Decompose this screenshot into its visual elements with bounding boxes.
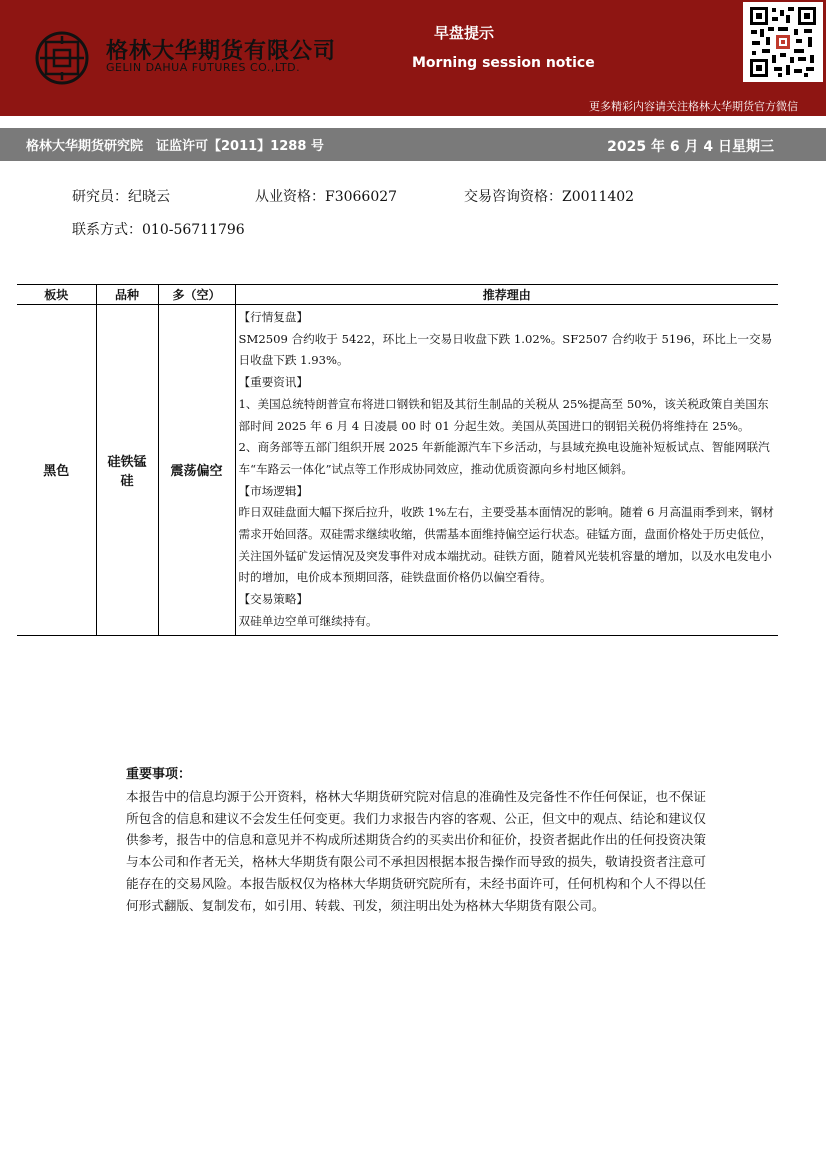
reason-cell [235, 305, 778, 636]
contact-label: 联系方式： [72, 222, 142, 238]
disclaimer-title: 重要事项： [126, 767, 192, 782]
consulting-number: Z0011402 [562, 189, 635, 205]
gelin-dahua-logo-icon [34, 30, 90, 86]
contact-phone: 010-56711796 [142, 222, 245, 238]
consulting-info [464, 186, 634, 206]
market-logic-text: 昨日双硅盘面大幅下探后拉升，收跌 1%左右，主要受基本面情况的影响。随着 6 月高温雨季到来，钢材需求开始回落。双硅需求继续收缩，供需基本面维持偏空运行状态。硅锰方面，盘面价格处于历史低位，关注国外锰矿发运情况及突发事件对成本端扰动。硅铁方面，随着风光装机容量的增加，以及水电发电小时的增加，电价成本预期回落，硅铁盘面价格仍以偏空看待。 [238, 505, 774, 585]
header-banner [0, 0, 826, 96]
header-variety: 品种 [96, 285, 158, 305]
qualification-label: 从业资格： [255, 189, 325, 205]
recommendation-table [17, 284, 778, 636]
header-direction: 多（空） [158, 285, 235, 305]
direction-cell: 震荡偏空 [158, 305, 235, 636]
report-title-cn: 早盘提示 [434, 24, 495, 42]
institute-info-bar [0, 128, 826, 161]
market-review-text: SM2509 合约收于 5422，环比上一交易日收盘下跌 1.02%。SF2507 合约收于 5196，环比上一交易日收盘下跌 1.93%。 [238, 331, 773, 368]
contact-info [72, 219, 245, 239]
researcher-info [72, 186, 170, 206]
company-name-cn: 格林大华期货有限公司 [106, 39, 337, 64]
header-reason: 推荐理由 [235, 285, 778, 305]
table-row [17, 305, 778, 636]
researcher-name: 纪晓云 [128, 189, 170, 205]
institute-license: 格林大华期货研究院 证监许可【2011】1288 号 [26, 139, 324, 154]
key-news-item: 1、美国总统特朗普宣布将进口钢铁和铝及其衍生制品的关税从 25%提高至 50%，该关税政策自美国东部时间 2025 年 6 月 4 日凌晨 00 时 01 分起生效。美国从英国进口的钢铝关税仍将维持在 25%。 [238, 396, 769, 433]
wechat-promo-text: 更多精彩内容请关注格林大华期货官方微信 [589, 100, 798, 113]
header-sector: 板块 [17, 285, 96, 305]
market-logic-title: 【市场逻辑】 [238, 483, 309, 498]
disclaimer-section [126, 764, 706, 917]
wechat-qr-code-icon [743, 2, 823, 82]
table-header-row [17, 285, 778, 305]
consulting-label: 交易咨询资格： [464, 189, 562, 205]
variety-cell: 硅铁锰硅 [96, 305, 158, 636]
company-name-en: GELIN DAHUA FUTURES CO.,LTD. [106, 61, 301, 74]
qualification-number: F3066027 [325, 189, 398, 205]
researcher-label: 研究员： [72, 189, 128, 205]
wechat-promo-bar [0, 96, 826, 116]
key-news-title: 【重要资讯】 [238, 375, 309, 390]
report-date: 2025 年 6 月 4 日星期三 [607, 139, 774, 155]
trading-strategy-title: 【交易策略】 [238, 592, 309, 607]
report-title-en: Morning session notice [412, 55, 595, 71]
trading-strategy-text: 双硅单边空单可继续持有。 [238, 613, 378, 628]
sector-cell: 黑色 [17, 305, 96, 636]
qualification-info [255, 186, 397, 206]
market-review-title: 【行情复盘】 [238, 310, 309, 324]
key-news-item: 2、商务部等五部门组织开展 2025 年新能源汽车下乡活动，与县域充换电设施补短板试点、智能网联汽车“车路云一体化”试点等工作形成协同效应，推动优质资源向乡村地区倾斜。 [238, 440, 770, 476]
disclaimer-body: 本报告中的信息均源于公开资料，格林大华期货研究院对信息的准确性及完备性不作任何保证，也不保证所包含的信息和建议不会发生任何变更。我们力求报告内容的客观、公正，但文中的观点、结论和建议仅供参考，报告中的信息和意见并不构成所述期货合约的买卖出价和征价，投资者据此作出的任何投资决策与本公司和作者无关，格林大华期货有限公司不承担因根据本报告操作而导致的损失，敬请投资者注意可能存在的交易风险。本报告版权仅为格林大华期货研究院所有，未经书面许可，任何机构和个人不得以任何形式翻版、复制发布，如引用、转载、刊发，须注明出处为格林大华期货有限公司。 [126, 788, 706, 913]
